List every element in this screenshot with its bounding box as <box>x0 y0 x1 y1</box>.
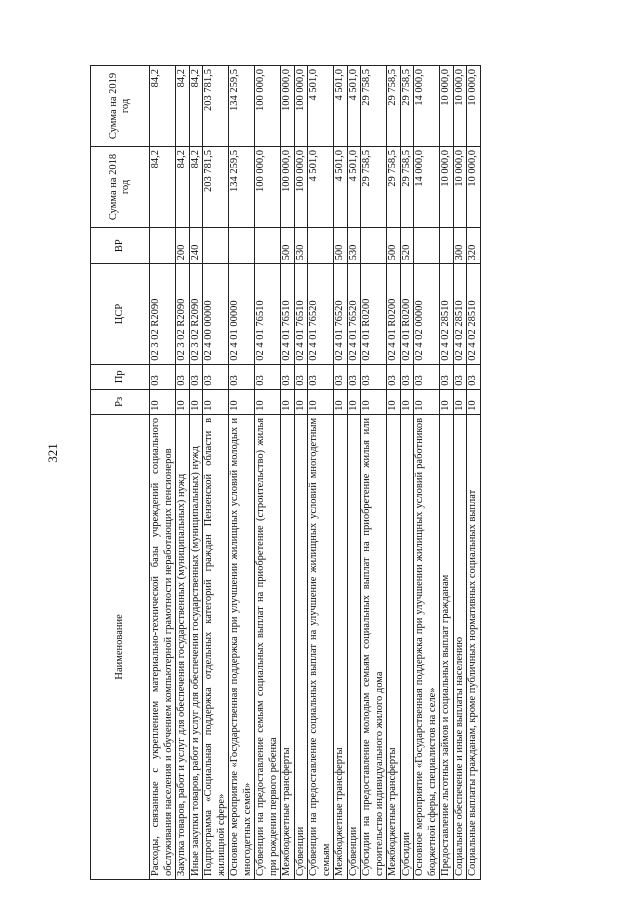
cell-name: Предоставление льготных займов и социальных выплат гражданам <box>440 414 454 879</box>
cell-vr: 200 <box>176 227 190 263</box>
cell-csr: 02 3 02 R2090 <box>189 264 203 364</box>
cell-sum-2018: 10 000,0 <box>467 146 481 227</box>
cell-name: Субвенции на предоставление социальных выплат на улучшение жилищных условий многодетным семьям <box>308 414 334 879</box>
cell-pr: 03 <box>440 364 454 389</box>
cell-csr: 02 4 02 28510 <box>467 264 481 364</box>
cell-vr <box>414 227 440 263</box>
table-row <box>281 66 295 880</box>
cell-sum-2018: 4 501,0 <box>334 146 348 227</box>
cell-sum-2019: 84,2 <box>150 66 176 147</box>
cell-csr: 02 4 01 76510 <box>294 264 308 364</box>
cell-rz: 10 <box>294 389 308 414</box>
header-pr: Пр <box>91 364 150 389</box>
cell-rz: 10 <box>414 389 440 414</box>
cell-rz: 10 <box>334 389 348 414</box>
cell-name: Субсидии <box>400 414 414 879</box>
cell-vr: 500 <box>281 227 295 263</box>
cell-name: Социальные выплаты гражданам, кроме публичных нормативных социальных выплат <box>467 414 481 879</box>
table-row <box>361 66 387 880</box>
cell-sum-2019: 4 501,0 <box>347 66 361 147</box>
cell-vr: 500 <box>387 227 401 263</box>
cell-name: Основное мероприятие «Государственная поддержка при улучшении жилищных условий молодых и многодетных семей» <box>229 414 255 879</box>
cell-pr: 03 <box>150 364 176 389</box>
cell-rz: 10 <box>387 389 401 414</box>
cell-sum-2019: 10 000,0 <box>467 66 481 147</box>
cell-rz: 10 <box>281 389 295 414</box>
cell-name: Межбюджетные трансферты <box>281 414 295 879</box>
cell-vr: 300 <box>453 227 467 263</box>
cell-vr <box>229 227 255 263</box>
cell-pr: 03 <box>203 364 229 389</box>
cell-sum-2019: 29 758,5 <box>387 66 401 147</box>
cell-sum-2019: 134 259,5 <box>229 66 255 147</box>
cell-rz: 10 <box>308 389 334 414</box>
cell-rz: 10 <box>347 389 361 414</box>
cell-sum-2018: 84,2 <box>189 146 203 227</box>
cell-rz: 10 <box>150 389 176 414</box>
cell-sum-2019: 84,2 <box>176 66 190 147</box>
cell-sum-2019: 100 000,0 <box>281 66 295 147</box>
cell-pr: 03 <box>453 364 467 389</box>
cell-sum-2018: 134 259,5 <box>229 146 255 227</box>
cell-sum-2018: 10 000,0 <box>453 146 467 227</box>
table-row <box>150 66 176 880</box>
cell-sum-2018: 100 000,0 <box>281 146 295 227</box>
cell-name: Социальное обеспечение и иные выплаты населению <box>453 414 467 879</box>
cell-pr: 03 <box>467 364 481 389</box>
cell-rz: 10 <box>229 389 255 414</box>
table-row <box>334 66 348 880</box>
cell-vr: 530 <box>347 227 361 263</box>
cell-sum-2019: 4 501,0 <box>334 66 348 147</box>
cell-csr: 02 4 01 76510 <box>255 264 281 364</box>
cell-csr: 02 4 01 76520 <box>308 264 334 364</box>
cell-name: Подпрограмма «Социальная поддержка отдельных категорий граждан Пензенской области в жилищной сфере» <box>203 414 229 879</box>
cell-sum-2018: 29 758,5 <box>387 146 401 227</box>
cell-rz: 10 <box>453 389 467 414</box>
cell-sum-2018: 14 000,0 <box>414 146 440 227</box>
cell-sum-2019: 84,2 <box>189 66 203 147</box>
cell-sum-2018: 100 000,0 <box>294 146 308 227</box>
cell-vr <box>203 227 229 263</box>
cell-pr: 03 <box>347 364 361 389</box>
cell-rz: 10 <box>440 389 454 414</box>
cell-vr: 240 <box>189 227 203 263</box>
cell-sum-2018: 100 000,0 <box>255 146 281 227</box>
cell-pr: 03 <box>361 364 387 389</box>
table-row <box>440 66 454 880</box>
cell-name: Закупка товаров, работ и услуг для обеспечения государственных (муниципальных) нужд <box>176 414 190 879</box>
table-row <box>294 66 308 880</box>
cell-sum-2018: 29 758,5 <box>361 146 387 227</box>
cell-sum-2019: 14 000,0 <box>414 66 440 147</box>
cell-pr: 03 <box>176 364 190 389</box>
page-number: 321 <box>45 443 60 463</box>
cell-sum-2018: 29 758,5 <box>400 146 414 227</box>
table-row <box>176 66 190 880</box>
cell-csr: 02 4 00 00000 <box>203 264 229 364</box>
cell-pr: 03 <box>308 364 334 389</box>
cell-name: Расходы, связанные с укреплением материально-технической базы учреждений социального обслуживания населения и обучением компьютерной грамотности неработающих пенсионеров <box>150 414 176 879</box>
header-sum-2019: Сумма на 2019 год <box>91 66 150 147</box>
table-row <box>229 66 255 880</box>
cell-pr: 03 <box>189 364 203 389</box>
cell-pr: 03 <box>294 364 308 389</box>
cell-rz: 10 <box>203 389 229 414</box>
cell-pr: 03 <box>334 364 348 389</box>
cell-name: Субвенции <box>294 414 308 879</box>
cell-name: Субсидии на предоставление молодым семьям социальных выплат на приобретение жилья или строительство индивидуального жилого дома <box>361 414 387 879</box>
cell-pr: 03 <box>400 364 414 389</box>
cell-sum-2019: 4 501,0 <box>308 66 334 147</box>
cell-csr: 02 4 02 28510 <box>453 264 467 364</box>
cell-vr: 320 <box>467 227 481 263</box>
cell-name: Субвенции <box>347 414 361 879</box>
cell-name: Иные закупки товаров, работ и услуг для обеспечения государственных (муниципальных) нужд <box>189 414 203 879</box>
cell-csr: 02 4 01 76520 <box>334 264 348 364</box>
cell-vr: 500 <box>334 227 348 263</box>
cell-vr <box>308 227 334 263</box>
cell-csr: 02 4 01 76510 <box>281 264 295 364</box>
table-header-row <box>91 66 150 880</box>
cell-sum-2018: 203 781,5 <box>203 146 229 227</box>
cell-rz: 10 <box>400 389 414 414</box>
cell-pr: 03 <box>229 364 255 389</box>
cell-sum-2019: 10 000,0 <box>440 66 454 147</box>
cell-name: Межбюджетные трансферты <box>387 414 401 879</box>
cell-csr: 02 4 02 28510 <box>440 264 454 364</box>
table-row <box>308 66 334 880</box>
table-row <box>189 66 203 880</box>
rotated-table-container <box>90 65 538 880</box>
cell-sum-2019: 203 781,5 <box>203 66 229 147</box>
cell-sum-2018: 4 501,0 <box>347 146 361 227</box>
cell-rz: 10 <box>361 389 387 414</box>
header-vr: ВР <box>91 227 150 263</box>
table-row <box>387 66 401 880</box>
table-row <box>414 66 440 880</box>
cell-csr: 02 4 01 00000 <box>229 264 255 364</box>
cell-name: Основное мероприятие «Государственная поддержка при улучшении жилищных условий работников бюджетной сферы, специалистов на селе» <box>414 414 440 879</box>
cell-vr <box>440 227 454 263</box>
cell-rz: 10 <box>255 389 281 414</box>
cell-sum-2019: 29 758,5 <box>361 66 387 147</box>
table-row <box>467 66 481 880</box>
cell-csr: 02 4 01 R0200 <box>400 264 414 364</box>
cell-sum-2018: 84,2 <box>176 146 190 227</box>
cell-rz: 10 <box>467 389 481 414</box>
cell-pr: 03 <box>255 364 281 389</box>
cell-name: Межбюджетные трансферты <box>334 414 348 879</box>
cell-sum-2018: 10 000,0 <box>440 146 454 227</box>
header-sum-2018: Сумма на 2018 год <box>91 146 150 227</box>
cell-csr: 02 4 01 76520 <box>347 264 361 364</box>
cell-sum-2019: 10 000,0 <box>453 66 467 147</box>
cell-vr: 530 <box>294 227 308 263</box>
cell-rz: 10 <box>189 389 203 414</box>
cell-rz: 10 <box>176 389 190 414</box>
table-row <box>400 66 414 880</box>
cell-sum-2018: 4 501,0 <box>308 146 334 227</box>
cell-pr: 03 <box>414 364 440 389</box>
header-name: Наименование <box>91 414 150 879</box>
cell-sum-2019: 29 758,5 <box>400 66 414 147</box>
cell-csr: 02 3 02 R2090 <box>176 264 190 364</box>
cell-vr <box>255 227 281 263</box>
table-row <box>347 66 361 880</box>
cell-sum-2019: 100 000,0 <box>294 66 308 147</box>
cell-vr <box>361 227 387 263</box>
header-csr: ЦСР <box>91 264 150 364</box>
table-row <box>255 66 281 880</box>
cell-csr: 02 4 02 00000 <box>414 264 440 364</box>
table-row <box>453 66 467 880</box>
cell-vr <box>150 227 176 263</box>
header-rz: Рз <box>91 389 150 414</box>
table-row <box>203 66 229 880</box>
cell-pr: 03 <box>387 364 401 389</box>
cell-sum-2018: 84,2 <box>150 146 176 227</box>
budget-table <box>90 65 481 880</box>
cell-name: Субвенции на предоставление семьям социальных выплат на приобретение (строительство) жилья при рождении первого ребенка <box>255 414 281 879</box>
cell-vr: 520 <box>400 227 414 263</box>
cell-pr: 03 <box>281 364 295 389</box>
cell-csr: 02 4 01 R0200 <box>387 264 401 364</box>
cell-csr: 02 3 02 R2090 <box>150 264 176 364</box>
cell-csr: 02 4 01 R0200 <box>361 264 387 364</box>
cell-sum-2019: 100 000,0 <box>255 66 281 147</box>
